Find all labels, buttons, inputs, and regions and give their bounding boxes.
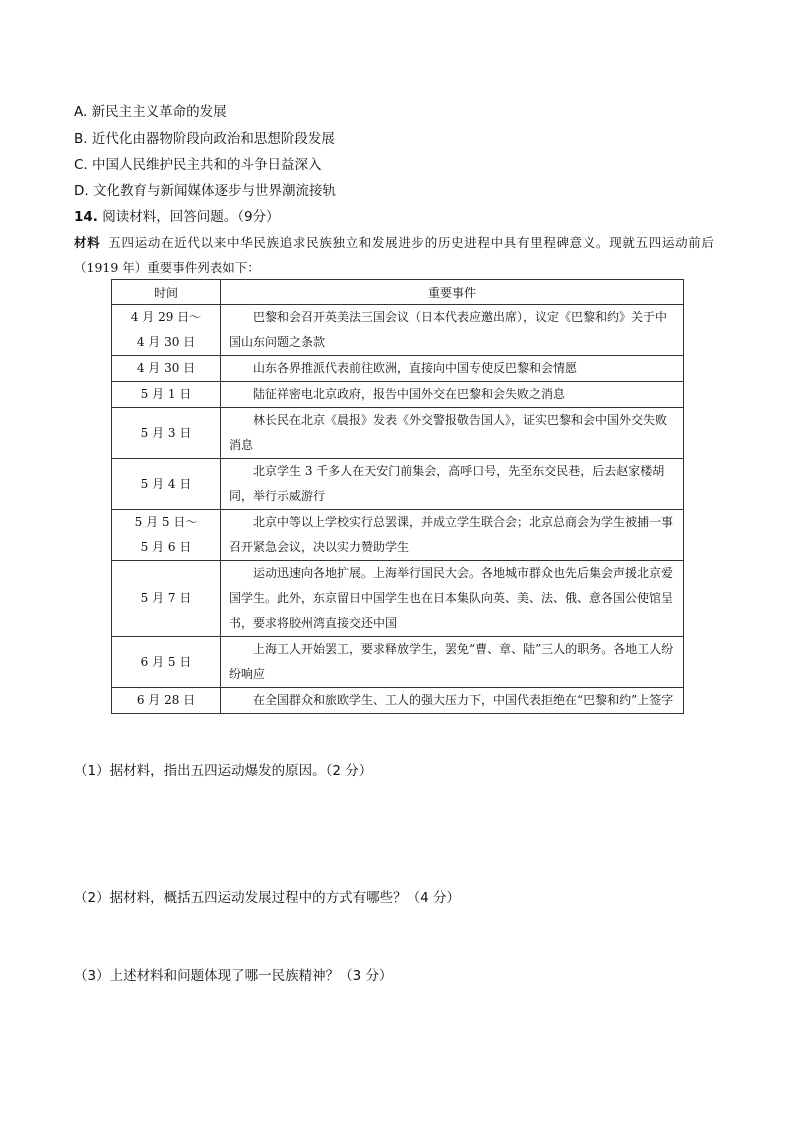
subquestion-1: （1）据材料，指出五四运动爆发的原因。（2 分） [74,763,373,779]
subquestion-3: （3）上述材料和问题体现了哪一民族精神？（3 分） [74,968,393,984]
row-time: 5 月 3 日 [112,408,221,459]
row-event: 巴黎和会召开英美法三国会议（日本代表应邀出席），议定《巴黎和约》关于中国山东问题之条款 [221,305,684,356]
table-row [112,561,684,637]
material-tag: 材料 [74,235,101,250]
row-time: 5 月 5 日～ 5 月 6 日 [112,510,221,561]
material-paragraph [74,230,714,280]
option-c: C. 中国人民维护民主共和的斗争日益深入 [74,157,322,173]
row-time: 5 月 4 日 [112,459,221,510]
row-event: 上海工人开始罢工，要求释放学生，罢免“曹、章、陆”三人的职务。各地工人纷纷响应 [221,637,684,688]
option-d: D. 文化教育与新闻媒体逐步与世界潮流接轨 [74,183,336,199]
row-event: 北京中等以上学校实行总罢课，并成立学生联合会；北京总商会为学生被捕一事召开紧急会议，决以实力赞助学生 [221,510,684,561]
row-event: 运动迅速向各地扩展。上海举行国民大会。各地城市群众也先后集会声援北京爱国学生。此外，东京留日中国学生也在日本集队向英、美、法、俄、意各国公使馆呈书，要求将胶州湾直接交还中国 [221,561,684,637]
table-row [112,305,684,356]
table-row [112,510,684,561]
row-time: 5 月 1 日 [112,382,221,408]
table-header-row [112,280,684,305]
question-number: 14. [74,209,98,225]
row-event: 北京学生 3 千多人在天安门前集会，高呼口号，先至东交民巷，后去赵家楼胡同，举行示威游行 [221,459,684,510]
row-event: 山东各界推派代表前往欧洲，直接向中国专使反巴黎和会情愿 [221,356,684,382]
events-table [111,279,684,714]
row-event: 林长民在北京《晨报》发表《外交警报敬告国人》，证实巴黎和会中国外交失败消息 [221,408,684,459]
material-intro: 五四运动在近代以来中华民族追求民族独立和发展进步的历史进程中具有里程碑意义。现就五四运动前后（1919 年）重要事件列表如下： [74,235,714,275]
subquestion-2: （2）据材料，概括五四运动发展过程中的方式有哪些？（4 分） [74,890,460,906]
table-row [112,688,684,714]
row-event: 在全国群众和旅欧学生、工人的强大压力下，中国代表拒绝在“巴黎和约”上签字 [221,688,684,714]
row-event: 陆征祥密电北京政府，报告中国外交在巴黎和会失败之消息 [221,382,684,408]
row-time: 6 月 28 日 [112,688,221,714]
table-row [112,356,684,382]
header-time: 时间 [112,280,221,305]
option-b: B. 近代化由器物阶段向政治和思想阶段发展 [74,131,335,147]
question-prompt: 阅读材料，回答问题。（9分） [102,209,280,225]
header-event: 重要事件 [221,280,684,305]
row-time: 5 月 7 日 [112,561,221,637]
question-14-heading [74,205,280,225]
table-row [112,637,684,688]
option-a: A. 新民主主义革命的发展 [74,104,227,120]
table-row [112,459,684,510]
row-time: 4 月 30 日 [112,356,221,382]
table-row [112,408,684,459]
row-time: 6 月 5 日 [112,637,221,688]
row-time: 4 月 29 日～ 4 月 30 日 [112,305,221,356]
table-row [112,382,684,408]
